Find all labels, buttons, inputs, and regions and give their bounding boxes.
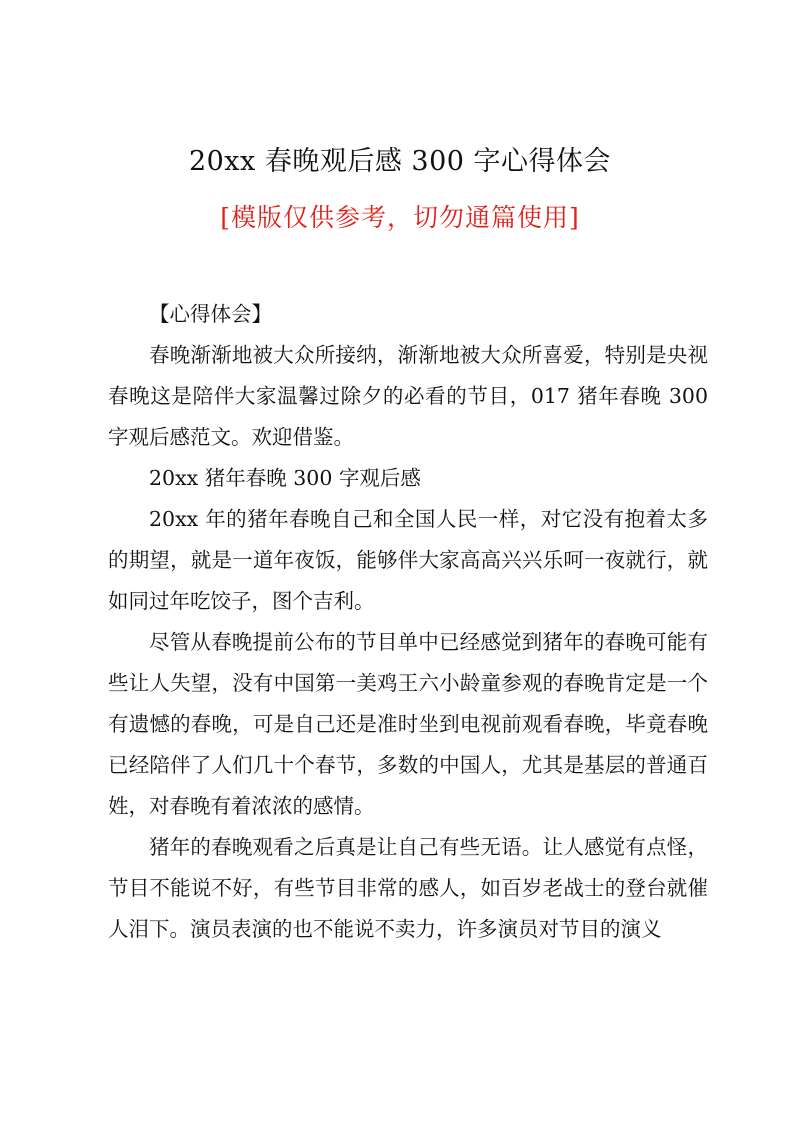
- section-heading: 【心得体会】: [149, 302, 272, 326]
- paragraph: 春晚渐渐地被大众所接纳，渐渐地被大众所喜爱，特别是央视春晚这是陪伴大家温馨过除夕的必看的节目，017 猪年春晚 300 字观后感范文。欢迎借鉴。: [108, 343, 708, 449]
- document-body: [108, 294, 708, 950]
- document-title: 20xx 春晚观后感 300 字心得体会: [188, 146, 612, 177]
- paragraph: 猪年的春晚观看之后真是让自己有些无语。让人感觉有点怪，节目不能说不好，有些节目非常的感人，如百岁老战士的登台就催人泪下。演员表演的也不能说不卖力，许多演员对节目的演义: [108, 835, 708, 941]
- paragraph: 尽管从春晚提前公布的节目单中已经感觉到猪年的春晚可能有些让人失望，没有中国第一美鸡王六小龄童参观的春晚肯定是一个有遗憾的春晚，可是自己还是准时坐到电视前观看春晚，毕竟春晚已经陪伴了人们几十个春节，多数的中国人，尤其是基层的普通百姓，对春晚有着浓浓的感情。: [108, 630, 708, 818]
- document-subtitle: [模版仅供参考，切勿通篇使用]: [220, 203, 580, 232]
- paragraph: 20xx 年的猪年春晚自己和全国人民一样，对它没有抱着太多的期望，就是一道年夜饭，能够伴大家高高兴兴乐呵一夜就行，就如同过年吃饺子，图个吉利。: [108, 507, 708, 613]
- paragraph: 20xx 猪年春晚 300 字观后感: [149, 466, 421, 490]
